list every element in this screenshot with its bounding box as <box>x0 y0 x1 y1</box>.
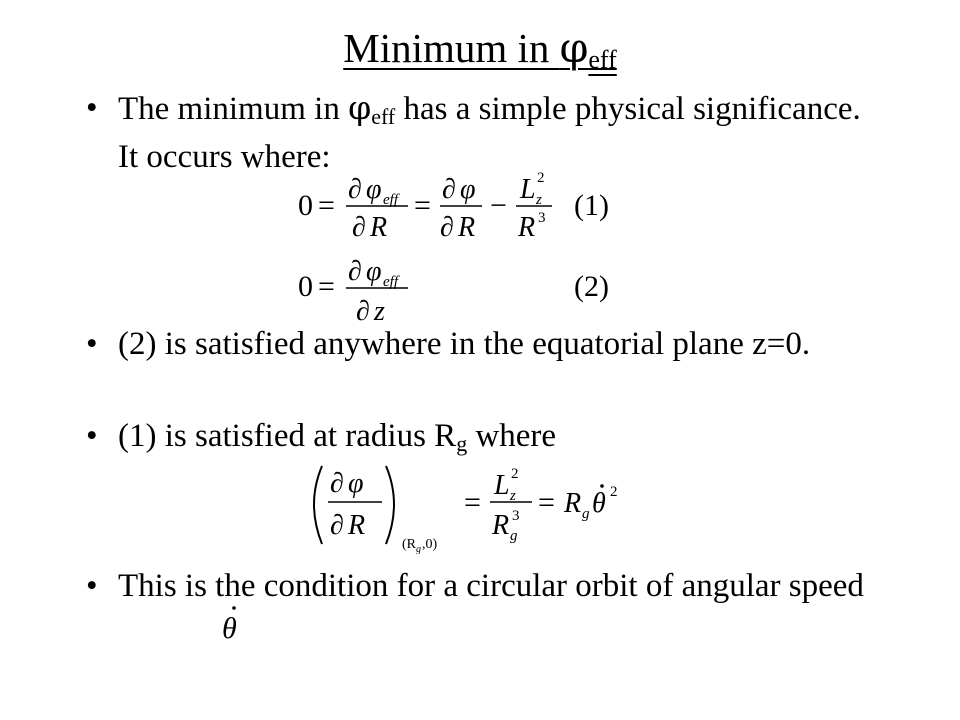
eq3-eval-close: ,0) <box>422 537 438 552</box>
theta-dot-theta: θ <box>222 612 237 645</box>
eq2-z: z <box>374 296 385 327</box>
bullet-1-phi-symbol: φ <box>348 88 372 127</box>
bullet-4-text: This is the condition for a circular orbit of angular speed <box>118 568 864 604</box>
bullet-dot: • <box>86 326 98 362</box>
bullet-1 <box>86 88 886 175</box>
bullet-2-text: (2) is satisfied anywhere in the equatorial plane z=0. <box>118 326 811 362</box>
eq3-partial-bottom: ∂ <box>330 510 344 541</box>
eq1-R-2: R <box>458 212 476 243</box>
eq1-phi-2: φ <box>460 174 476 205</box>
bullet-3-text <box>118 416 888 464</box>
eq3-R-g: R <box>492 510 510 541</box>
eq3-R-g-subscript: g <box>510 528 518 544</box>
eq1-partial-bottom-2: ∂ <box>440 212 454 243</box>
eq3-R-g-2-subscript: g <box>582 506 590 522</box>
eq2-partial-top: ∂ <box>348 256 362 287</box>
eq3-theta-dot <box>600 484 604 488</box>
eq1-phi-subscript-1: eff <box>383 192 398 208</box>
eq3-equals-2: = <box>538 486 555 519</box>
equation-1 <box>290 168 630 244</box>
eq3-R-g-2: R <box>564 488 582 519</box>
eq3-theta: θ <box>592 488 606 519</box>
eq3-L: L <box>494 470 510 501</box>
eq3-L-subscript: z <box>510 488 516 504</box>
eq3-left-paren <box>314 466 322 544</box>
eq2-phi-subscript: eff <box>383 274 398 290</box>
eq1-partial-top-1: ∂ <box>348 174 362 205</box>
bullet-3-part1: (1) is satisfied at radius R <box>118 418 457 454</box>
bullet-4 <box>86 566 886 646</box>
eq1-R-3: R <box>518 212 536 243</box>
eq1-equals-2: = <box>414 189 431 222</box>
eq3-R: R <box>348 510 366 541</box>
equation-3 <box>300 460 640 554</box>
eq1-phi-1: φ <box>366 174 382 205</box>
eq1-R-1: R <box>370 212 388 243</box>
title-subscript: eff <box>588 45 617 74</box>
bullet-dot: • <box>86 90 98 126</box>
eq3-eval-open: (R <box>402 537 416 552</box>
bullet-1-text <box>118 88 888 177</box>
eq1-label: (1) <box>574 189 609 222</box>
bullet-dot: • <box>86 418 98 454</box>
eq2-equals: = <box>318 270 335 303</box>
eq3-partial-top: ∂ <box>330 468 344 499</box>
bullet-dot: • <box>86 568 98 604</box>
eq1-minus: − <box>490 189 507 222</box>
bullet-1-subscript: eff <box>371 104 396 129</box>
eq1-L-superscript: 2 <box>537 170 545 186</box>
eq3-theta-superscript: 2 <box>610 484 618 500</box>
bullet-3-subscript: g <box>456 431 468 456</box>
bullet-3-part2: where <box>467 418 557 454</box>
theta-dot-dot <box>232 606 236 610</box>
eq3-L-superscript: 2 <box>511 466 519 482</box>
eq3-R-superscript: 3 <box>512 508 520 524</box>
eq1-R-superscript: 3 <box>538 210 546 226</box>
eq1-zero: 0 <box>298 189 313 222</box>
eq3-equals-1: = <box>464 486 481 519</box>
eq1-partial-bottom-1: ∂ <box>352 212 366 243</box>
title-phi-symbol: φ <box>559 24 589 72</box>
eq3-right-paren <box>386 466 394 544</box>
eq1-L: L <box>520 174 536 205</box>
eq1-partial-top-2: ∂ <box>442 174 456 205</box>
eq1-equals-1: = <box>318 189 335 222</box>
bullet-3 <box>86 416 886 456</box>
bullet-1-part2: has a simple physical significance. It occurs where: <box>118 91 861 175</box>
title-text: Minimum in <box>343 25 560 71</box>
slide-title <box>0 26 960 75</box>
bullet-1-part1: The minimum in <box>118 91 349 127</box>
eq3-phi: φ <box>348 468 364 499</box>
eq2-phi: φ <box>366 256 382 287</box>
eq1-L-subscript: z <box>536 192 542 208</box>
eq2-partial-bottom: ∂ <box>356 296 370 327</box>
bullet-2 <box>86 324 886 404</box>
theta-dot-symbol <box>218 596 258 646</box>
eq2-label: (2) <box>574 270 609 303</box>
eq2-zero: 0 <box>298 270 313 303</box>
equation-2 <box>290 252 630 328</box>
eq3-eval-g: g <box>416 544 421 554</box>
